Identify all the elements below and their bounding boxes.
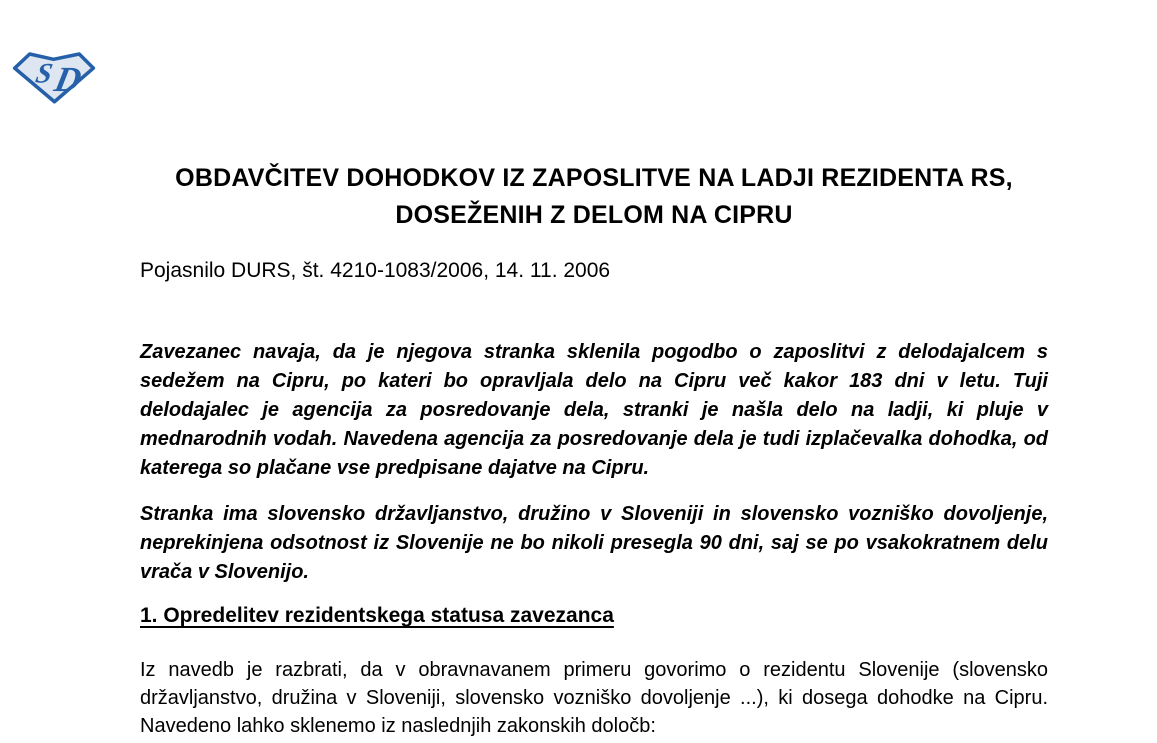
intro-paragraph-1: Zavezanec navaja, da je njegova stranka sklenila pogodbo o zaposlitvi z delodajalcem s sedežem na Cipru, po kateri bo opravljala delo na Cipru več kakor 183 dni v letu. Tuji delodajalec je agencija za posredovanje dela, stranki je našla delo na ladji, ki pluje v mednarodnih vodah. Navedena agencija za posredovanje dela je tudi izplačevalka dohodka, od katerega so plačane vse predpisane dajatve na Cipru. <box>140 341 1048 479</box>
document-title-line-1: OBDAVČITEV DOHODKOV IZ ZAPOSLITVE NA LADJI REZIDENTA RS, <box>175 164 1013 192</box>
section-heading: 1. Opredelitev rezidentskega statusa zavezanca <box>140 604 614 627</box>
body-paragraph: Iz navedb je razbrati, da v obravnavanem primeru govorimo o rezidentu Slovenije (slovensko državljanstvo, družina v Sloveniji, slovensko vozniško dovoljenje ...), ki dosega dohodke na Cipru. Navedeno lahko sklenemo iz naslednjih zakonskih določb: <box>140 659 1048 737</box>
sd-diamond-logo-icon <box>12 50 96 104</box>
document-title-line-2: DOSEŽENIH Z DELOM NA CIPRU <box>395 201 793 229</box>
logo-letter-s: S <box>32 58 56 90</box>
logo-letter-d: D <box>51 59 86 100</box>
document-reference: Pojasnilo DURS, št. 4210-1083/2006, 14. 11. 2006 <box>140 259 611 282</box>
document-title <box>138 160 1050 234</box>
intro-paragraph-2: Stranka ima slovensko državljanstvo, družino v Sloveniji in slovensko vozniško dovoljenje, neprekinjena odsotnost iz Slovenije ne bo nikoli presegla 90 dni, saj se po vsakokratnem delu vrača v Slovenijo. <box>140 503 1048 583</box>
